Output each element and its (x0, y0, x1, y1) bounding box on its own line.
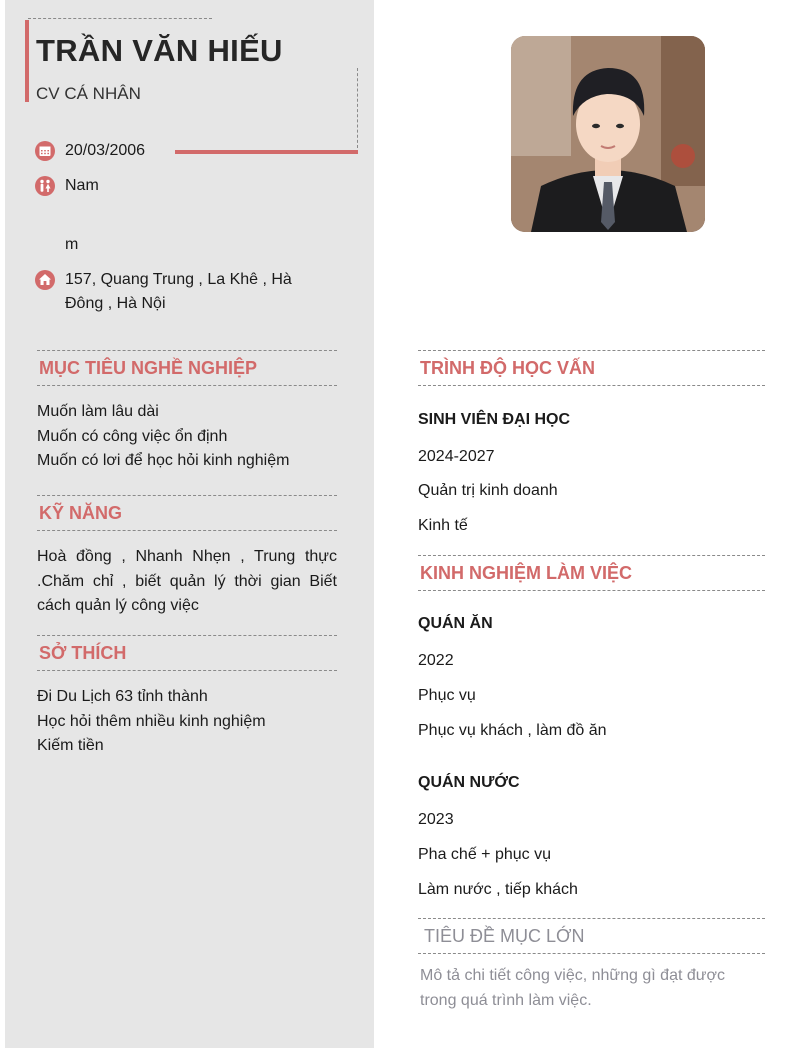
header-right-divider (357, 68, 358, 148)
home-icon (35, 270, 55, 290)
hobbies-list (37, 685, 337, 759)
education-years: 2024-2027 (418, 448, 495, 465)
extra-value: m (65, 236, 79, 253)
section-title-experience: KINH NGHIỆM LÀM VIỆC (418, 555, 765, 591)
cv-subtitle: CV CÁ NHÂN (36, 84, 141, 103)
job-year: 2022 (418, 652, 454, 669)
section-title-hobbies: SỞ THÍCH (37, 635, 337, 671)
section-title-skills: KỸ NĂNG (37, 495, 337, 531)
education-field: Kinh tế (418, 517, 468, 534)
objective-list (37, 400, 337, 474)
job-place: QUÁN NƯỚC (418, 774, 520, 791)
list-item: Học hỏi thêm nhiều kinh nghiệm (37, 712, 266, 730)
job-role: Phục vụ (418, 687, 476, 704)
section-title-education: TRÌNH ĐỘ HỌC VẤN (418, 350, 765, 386)
section-title-placeholder: TIÊU ĐỀ MỤC LỚN (418, 918, 765, 954)
list-item: Đi Du Lịch 63 tỉnh thành (37, 688, 208, 705)
placeholder-description: Mô tả chi tiết công việc, những gì đạt được trong quá trình làm việc. (420, 967, 725, 1009)
address-line-2: Đông , Hà Nội (65, 295, 166, 312)
job-role: Pha chế + phục vụ (418, 846, 551, 863)
job-detail: Làm nước , tiếp khách (418, 881, 578, 898)
job-place: QUÁN ĂN (418, 615, 493, 632)
job-year: 2023 (418, 811, 454, 828)
skills-text: Hoà đồng , Nhanh Nhẹn , Trung thực .Chăm chỉ , biết quản lý thời gian Biết cách quản lý công việc (37, 548, 337, 614)
list-item: Muốn có công việc ổn định (37, 427, 228, 445)
accent-line (175, 150, 358, 154)
list-item: Kiếm tiền (37, 737, 104, 754)
education-major: Quản trị kinh doanh (418, 482, 558, 499)
header-top-divider (28, 18, 212, 19)
section-title-objective: MỤC TIÊU NGHỀ NGHIỆP (37, 350, 337, 386)
name-accent-bar (25, 20, 29, 102)
list-item: Muốn làm lâu dài (37, 403, 159, 420)
gender-icon (35, 176, 55, 196)
birthday-value: 20/03/2006 (65, 142, 146, 159)
education-heading: SINH VIÊN ĐẠI HỌC (418, 411, 571, 428)
profile-photo (511, 36, 705, 232)
gender-value: Nam (65, 177, 99, 194)
job-detail: Phục vụ khách , làm đồ ăn (418, 722, 607, 739)
calendar-icon (35, 141, 55, 161)
list-item: Muốn có lơi để học hỏi kinh nghiệm (37, 452, 290, 469)
address-line-1: 157, Quang Trung , La Khê , Hà (65, 271, 292, 288)
candidate-name: TRẦN VĂN HIẾU (36, 33, 283, 68)
